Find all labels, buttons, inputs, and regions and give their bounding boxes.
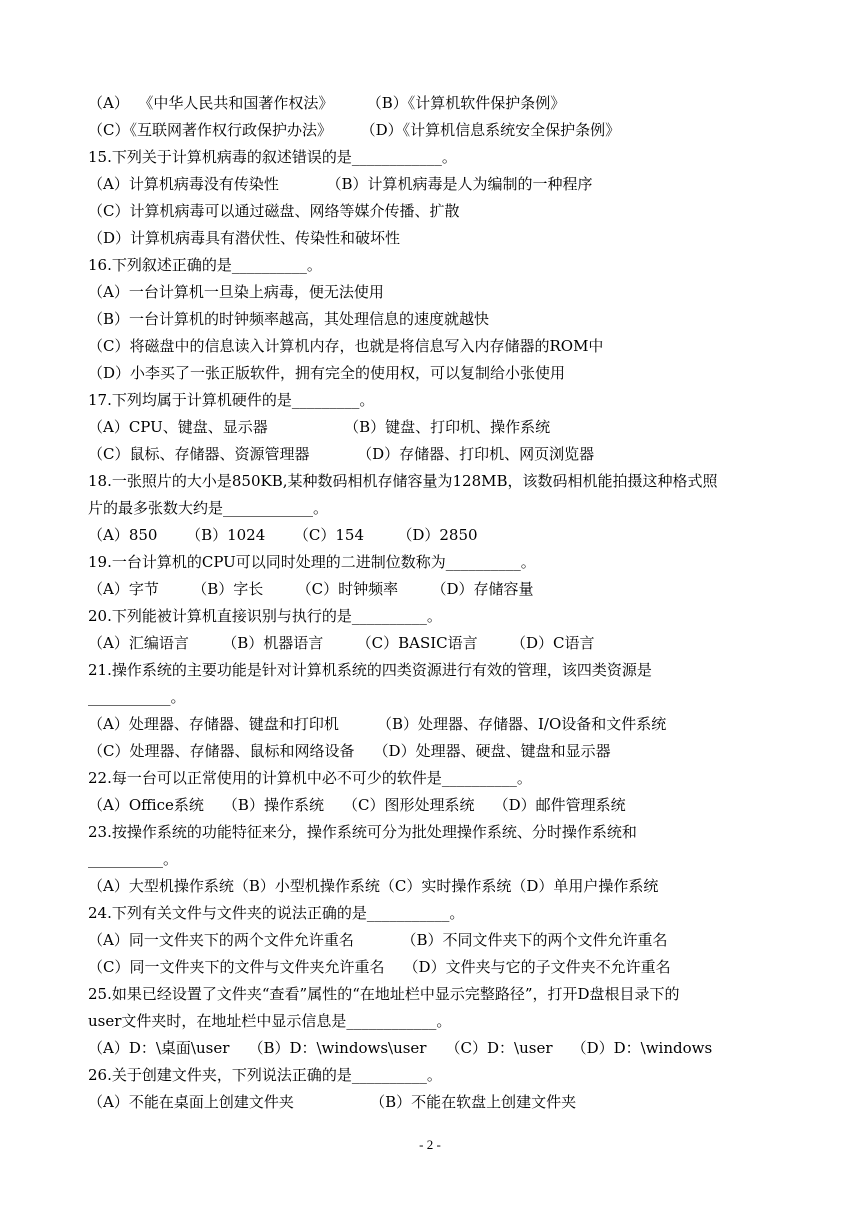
option-line: （A）一台计算机一旦染上病毒，便无法使用 <box>88 283 384 301</box>
question-25: 25.如果已经设置了文件夹“查看”属性的“在地址栏中显示完整路径”，打开D盘根目录下的 <box>88 985 680 1003</box>
option-line: （A）大型机操作系统（B）小型机操作系统（C）实时操作系统（D）单用户操作系统 <box>88 877 659 895</box>
question-21: 21.操作系统的主要功能是针对计算机系统的四类资源进行有效的管理，该四类资源是 <box>88 661 652 679</box>
question-15: 15.下列关于计算机病毒的叙述错误的是____________。 <box>88 148 457 166</box>
option-line: （A）CPU、键盘、显示器 （B）键盘、打印机、操作系统 <box>88 418 551 436</box>
option-line: （A）计算机病毒没有传染性 （B）计算机病毒是人为编制的一种程序 <box>88 175 593 193</box>
option-line: （D）计算机病毒具有潜伏性、传染性和破坏性 <box>88 229 401 247</box>
question-18: 18.一张照片的大小是850KB,某种数码相机存储容量为128MB，该数码相机能拍摄这种格式照 <box>88 472 718 490</box>
question-20: 20.下列能被计算机直接识别与执行的是__________。 <box>88 607 442 625</box>
option-line: （D）小李买了一张正版软件，拥有完全的使用权，可以复制给小张使用 <box>88 364 566 382</box>
option-line: （A）D：\桌面\user （B）D：\windows\user （C）D：\user （D）D：\windows <box>88 1039 713 1057</box>
option-line: （A）不能在桌面上创建文件夹 （B）不能在软盘上创建文件夹 <box>88 1093 577 1111</box>
option-line: （A）850 （B）1024 （C）154 （D）2850 <box>88 526 478 544</box>
option-line: （A）同一文件夹下的两个文件允许重名 （B）不同文件夹下的两个文件允许重名 <box>88 931 668 949</box>
option-line: （C）计算机病毒可以通过磁盘、网络等媒介传播、扩散 <box>88 202 460 220</box>
question-25-cont: user文件夹时，在地址栏中显示信息是____________。 <box>88 1012 452 1030</box>
option-line: （A） 《中华人民共和国著作权法》 （B）《计算机软件保护条例》 <box>88 94 566 112</box>
question-23: 23.按操作系统的功能特征来分，操作系统可分为批处理操作系统、分时操作系统和 <box>88 823 637 841</box>
question-21-cont: ___________。 <box>88 688 186 706</box>
option-line: （C）同一文件夹下的文件与文件夹允许重名 （D）文件夹与它的子文件夹不允许重名 <box>88 958 671 976</box>
question-23-cont: __________。 <box>88 850 179 868</box>
page-number: - 2 - <box>419 1137 441 1152</box>
option-line: （A）处理器、存储器、键盘和打印机 （B）处理器、存储器、I/O设备和文件系统 <box>88 715 667 733</box>
question-16: 16.下列叙述正确的是__________。 <box>88 256 322 274</box>
question-26: 26.关于创建文件夹，下列说法正确的是__________。 <box>88 1066 442 1084</box>
question-17: 17.下列均属于计算机硬件的是_________。 <box>88 391 375 409</box>
option-line: （A）Office系统 （B）操作系统 （C）图形处理系统 （D）邮件管理系统 <box>88 796 626 814</box>
question-19: 19.一台计算机的CPU可以同时处理的二进制位数称为__________。 <box>88 553 536 571</box>
question-18-cont: 片的最多张数大约是____________。 <box>88 499 329 517</box>
option-line: （B）一台计算机的时钟频率越高，其处理信息的速度就越快 <box>88 310 490 328</box>
question-22: 22.每一台可以正常使用的计算机中必不可少的软件是__________。 <box>88 769 532 787</box>
question-24: 24.下列有关文件与文件夹的说法正确的是___________。 <box>88 904 465 922</box>
option-line: （C）鼠标、存储器、资源管理器 （D）存储器、打印机、网页浏览器 <box>88 445 595 463</box>
option-line: （C）将磁盘中的信息读入计算机内存，也就是将信息写入内存储器的ROM中 <box>88 337 604 355</box>
option-line: （C）处理器、存储器、鼠标和网络设备 （D）处理器、硬盘、键盘和显示器 <box>88 742 611 760</box>
option-line: （A）字节 （B）字长 （C）时钟频率 （D）存储容量 <box>88 580 534 598</box>
option-line: （C）《互联网著作权行政保护办法》 （D）《计算机信息系统安全保护条例》 <box>88 121 621 139</box>
option-line: （A）汇编语言 （B）机器语言 （C）BASIC语言 （D）C语言 <box>88 634 595 652</box>
